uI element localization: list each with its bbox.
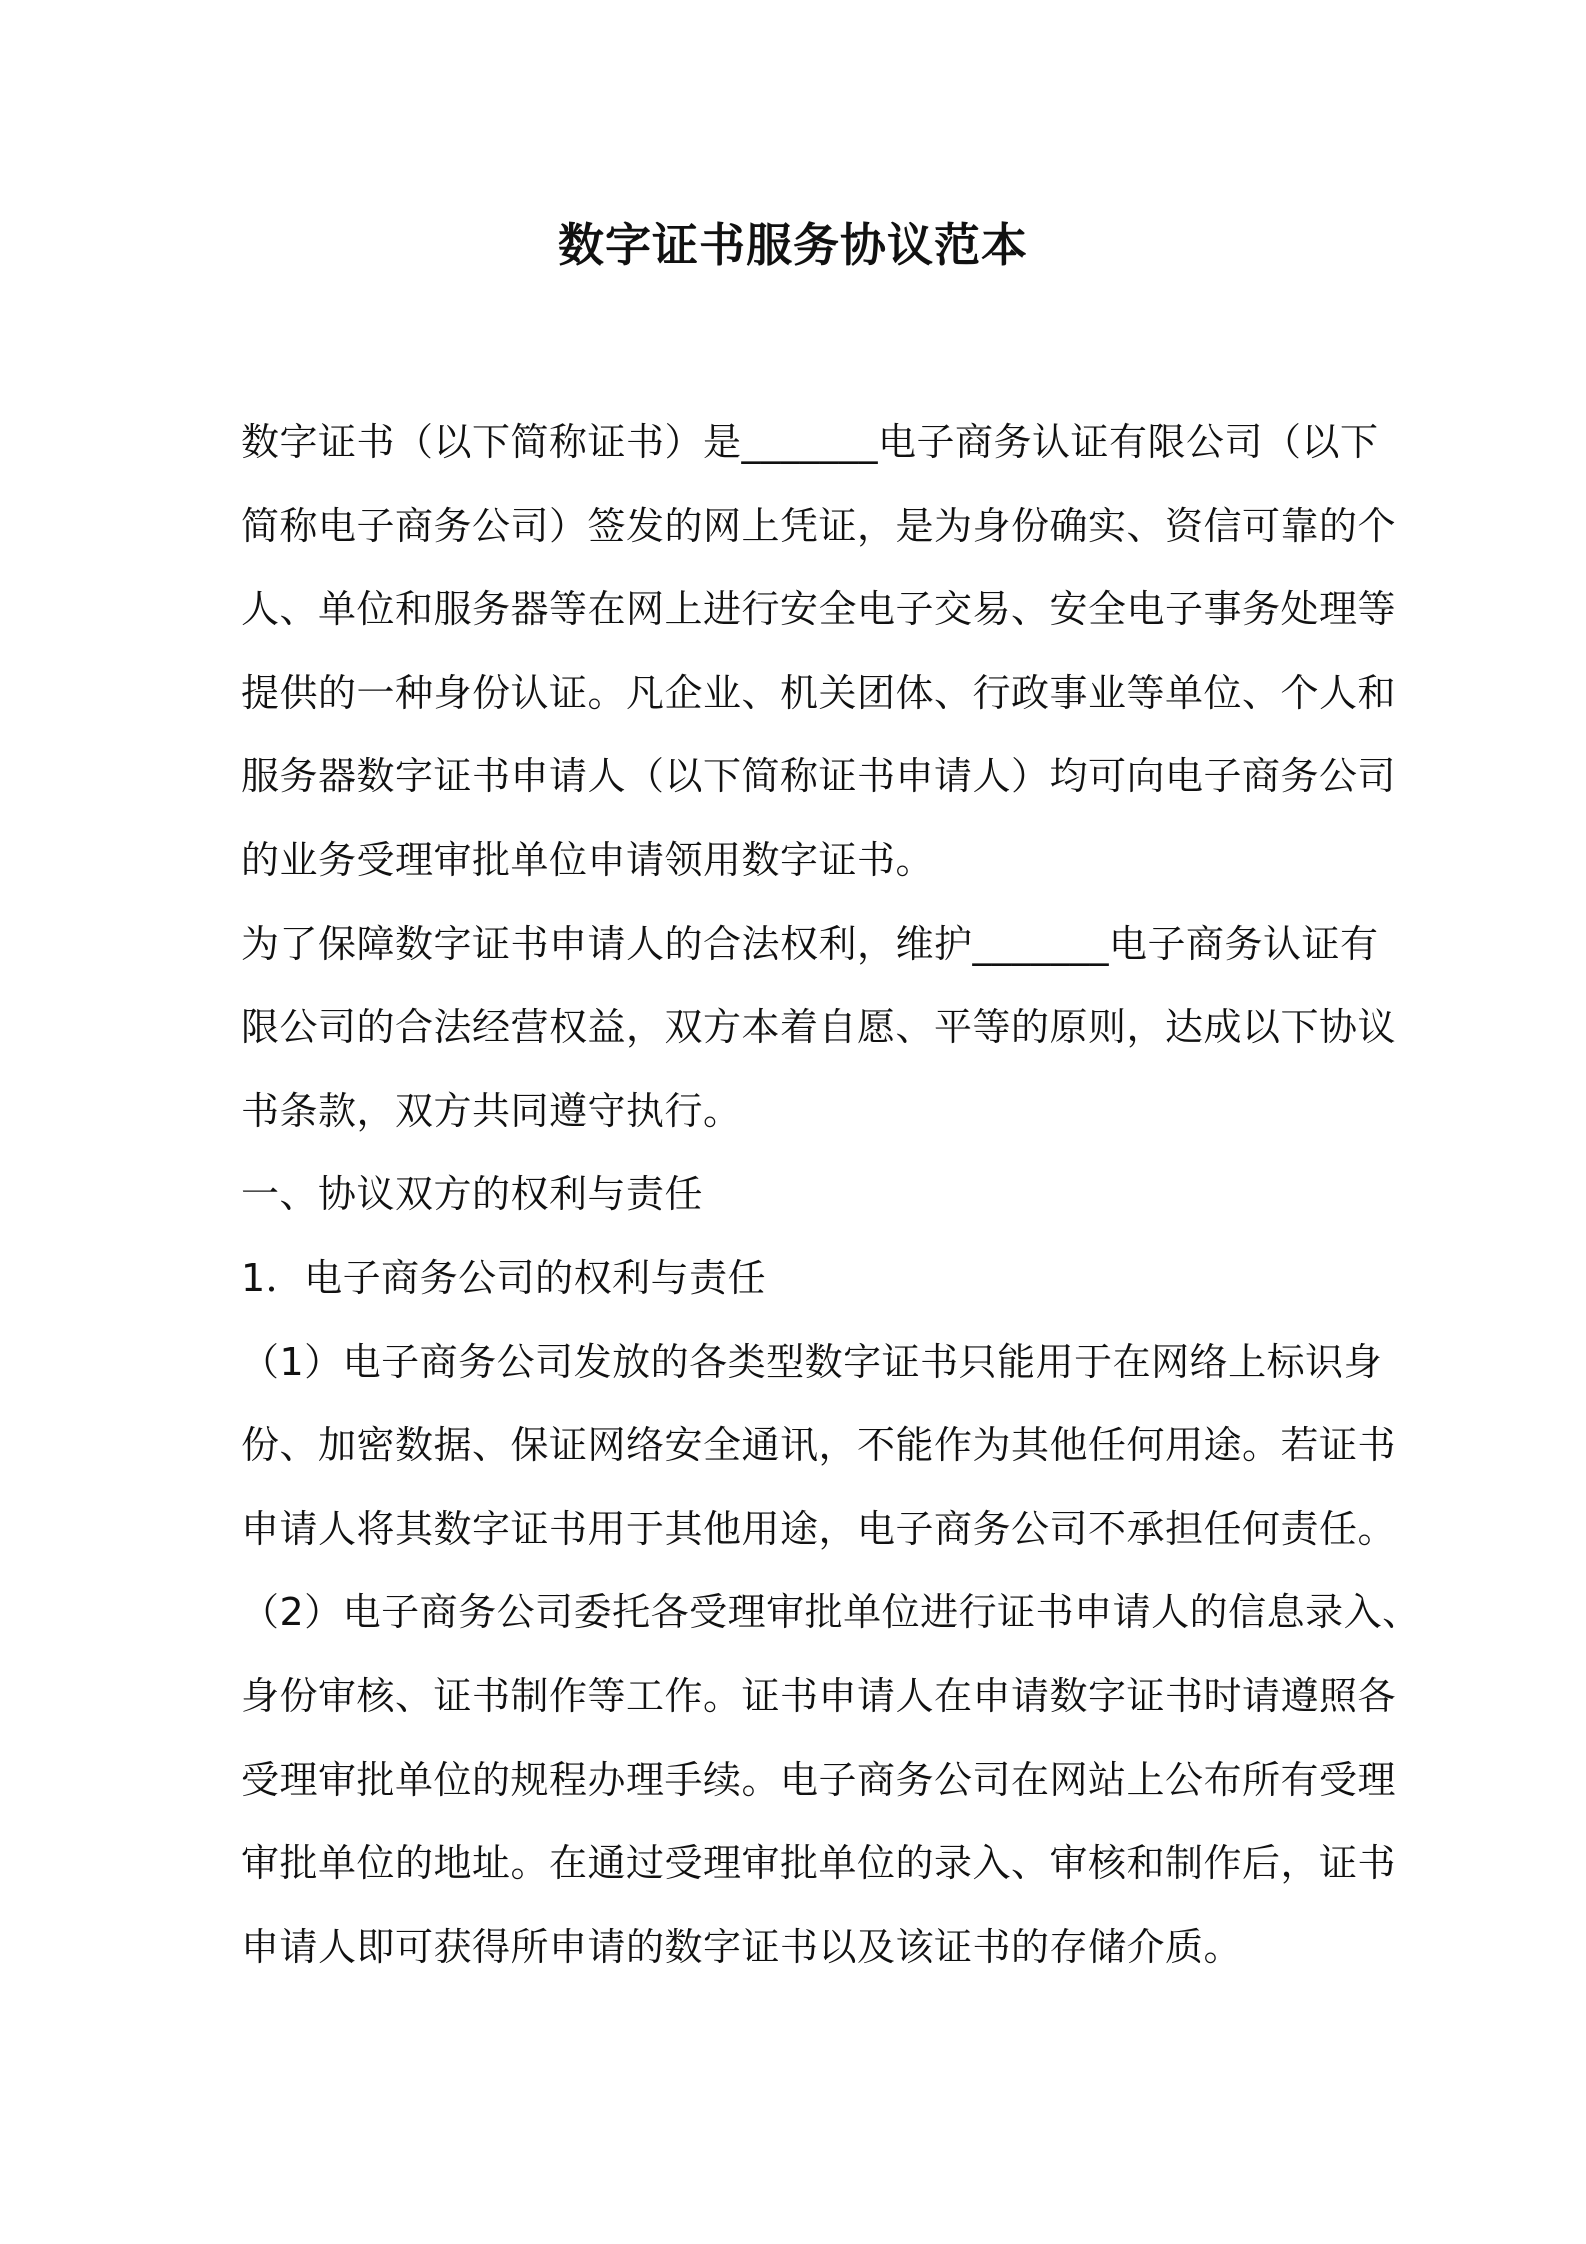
body-line: 申请人将其数字证书用于其他用途，电子商务公司不承担任何责任。: [241, 1506, 1397, 1551]
document-title: 数字证书服务协议范本: [558, 218, 1028, 272]
body-line: 申请人即可获得所申请的数字证书以及该证书的存储介质。: [241, 1924, 1243, 1969]
document-body: [241, 401, 1421, 1989]
body-line: 限公司的合法经营权益，双方本着自愿、平等的原则，达成以下协议: [241, 1005, 1397, 1050]
section-heading: 一、协议双方的权利与责任: [241, 1172, 704, 1217]
body-line: 数字证书（以下简称证书）是_______电子商务认证有限公司（以下: [241, 420, 1379, 464]
body-line: （2）电子商务公司委托各受理审批单位进行证书申请人的信息录入、: [241, 1590, 1421, 1635]
body-line: 为了保障数字证书申请人的合法权利，维护_______电子商务认证有: [241, 921, 1379, 966]
body-line: 书条款，双方共同遵守执行。: [241, 1088, 742, 1133]
body-line: （1）电子商务公司发放的各类型数字证书只能用于在网络上标识身: [241, 1339, 1383, 1384]
body-line: 服务器数字证书申请人（以下简称证书申请人）均可向电子商务公司: [241, 754, 1397, 799]
body-line: 人、单位和服务器等在网上进行安全电子交易、安全电子事务处理等: [241, 587, 1397, 632]
body-line: 审批单位的地址。在通过受理审批单位的录入、审核和制作后，证书: [241, 1841, 1397, 1886]
body-line: 的业务受理审批单位申请领用数字证书。: [241, 837, 935, 882]
body-line: 受理审批单位的规程办理手续。电子商务公司在网站上公布所有受理: [241, 1757, 1397, 1802]
body-line: 提供的一种身份认证。凡企业、机关团体、行政事业等单位、个人和: [241, 670, 1397, 715]
body-line: 简称电子商务公司）签发的网上凭证，是为身份确实、资信可靠的个: [241, 503, 1397, 548]
subsection-heading: 1．电子商务公司的权利与责任: [241, 1255, 767, 1300]
body-line: 份、加密数据、保证网络安全通讯，不能作为其他任何用途。若证书: [241, 1423, 1397, 1468]
body-line: 身份审核、证书制作等工作。证书申请人在申请数字证书时请遵照各: [241, 1673, 1397, 1718]
